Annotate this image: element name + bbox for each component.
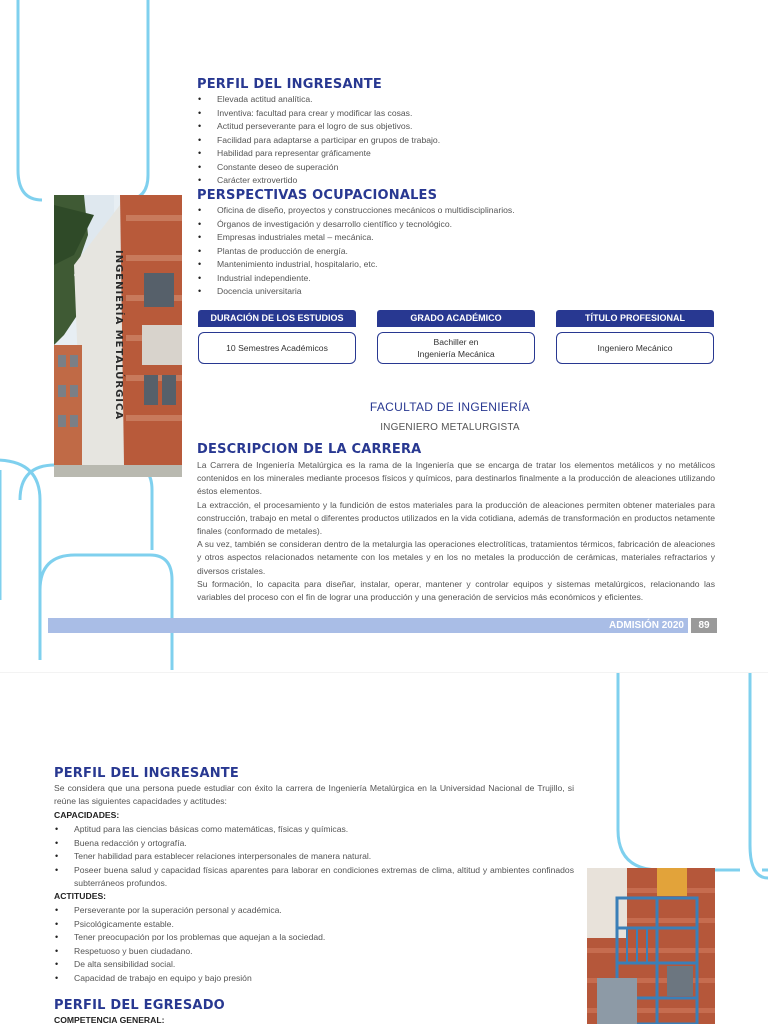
page-number: 89 — [691, 618, 717, 633]
equipment-photo — [587, 868, 715, 1024]
faculty-title: FACULTAD DE INGENIERÍA — [369, 400, 531, 414]
footer-label: ADMISIÓN 2020 — [608, 620, 684, 631]
competencia-heading: COMPETENCIA GENERAL: — [54, 1015, 165, 1025]
building-sign: INGENIERÍA METALÚRGICA — [113, 249, 124, 421]
descripcion-heading: DESCRIPCION DE LA CARRERA — [197, 442, 422, 457]
descripcion-body — [197, 459, 715, 604]
list-item: • Respetuoso y buen ciudadano. — [54, 945, 325, 959]
perfil-ingresante-heading-2: PERFIL DEL INGRESANTE — [54, 766, 239, 781]
perspectivas-list — [197, 204, 515, 299]
descripcion-paragraph: A su vez, también se consideran dentro de la metalurgia las operaciones electrolíticas, tratamientos térmicos, fabricación de aleaciones y otros aspectos relacionados netamente con los metales y en los no metales la producción de cerámicas, materiales refractarios y diversos cristales. — [197, 539, 715, 576]
descripcion-paragraph: La extracción, el procesamiento y la fundición de estos materiales para la producción de aleaciones permiten obtener materiales para construcción, trabajo en metal o diferentes productos utilizados en la vida cotidiana, además de transformación en productos netamente finales (conformado de metales). — [197, 499, 715, 537]
list-item: • Plantas de producción de energía. — [197, 245, 515, 259]
perfil-intro: Se considera que una persona puede estudiar con éxito la carrera de Ingeniería Metalúrgica en la Universidad Nacional de Trujillo, si reúne las siguientes capacidades y actitudes: — [54, 783, 574, 807]
list-item: • Mantenimiento industrial, hospitalario, etc. — [197, 258, 515, 272]
list-item: • Habilidad para representar gráficamente — [197, 147, 440, 161]
list-item: • Buena redacción y ortografía. — [54, 837, 574, 851]
list-item: • Facilidad para adaptarse a participar en grupos de trabajo. — [197, 134, 440, 148]
capacidades-list — [54, 823, 574, 891]
list-item: • Industrial independiente. — [197, 272, 515, 286]
career-title: INGENIERO METALURGISTA — [380, 422, 520, 433]
list-item: • Inventiva: facultad para crear y modificar las cosas. — [197, 107, 440, 121]
list-item: • Psicológicamente estable. — [54, 918, 325, 932]
list-item: • Aptitud para las ciencias básicas como matemáticas, físicas y químicas. — [54, 823, 574, 837]
duracion-header: DURACIÓN DE LOS ESTUDIOS — [198, 310, 356, 327]
perspectivas-heading: PERSPECTIVAS OCUPACIONALES — [197, 188, 438, 203]
grado-value: Bachiller en Ingeniería Mecánica — [377, 332, 535, 364]
descripcion-paragraph: La Carrera de Ingeniería Metalúrgica es la rama de la Ingeniería que se encarga de tratar los elementos metálicos y no metálicos contenidos en los minerales mediante procesos físicos y químicos, para destinarlos finalmente a la producción de aleaciones utilizando éstos elementos. — [197, 460, 715, 497]
list-item: • Tener habilidad para establecer relaciones interpersonales de manera natural. — [54, 850, 574, 864]
list-item: • Constante deseo de superación — [197, 161, 440, 175]
list-item: • Oficina de diseño, proyectos y construcciones mecánicos o multidisciplinarios. — [197, 204, 515, 218]
list-item: • De alta sensibilidad social. — [54, 958, 325, 972]
building-photo — [54, 195, 182, 477]
page-divider — [0, 672, 768, 673]
list-item: • Docencia universitaria — [197, 285, 515, 299]
perfil-ingresante-heading: PERFIL DEL INGRESANTE — [197, 77, 382, 92]
list-item: • Capacidad de trabajo en equipo y bajo presión — [54, 972, 325, 986]
perfil-egresado-heading: PERFIL DEL EGRESADO — [54, 998, 225, 1013]
capacidades-heading: CAPACIDADES: — [54, 810, 120, 820]
list-item: • Elevada actitud analítica. — [197, 93, 440, 107]
list-item: • Carácter extrovertido — [197, 174, 440, 188]
actitudes-heading: ACTITUDES: — [54, 891, 107, 901]
descripcion-paragraph: Su formación, lo capacita para diseñar, instalar, operar, mantener y controlar equipos y sistemas metalúrgicos, relacionando las variables del proceso con el fin de lograr una producción y una generación de servicios más económicos y eficientes. — [197, 578, 715, 603]
perfil-ingresante-list — [197, 93, 440, 188]
list-item: • Poseer buena salud y capacidad físicas aparentes para laborar en condiciones extremas de clima, altitud y ambientes confinados subterráneos profundos. — [54, 864, 574, 891]
grado-header: GRADO ACADÉMICO — [377, 310, 535, 327]
list-item: • Actitud perseverante para el logro de sus objetivos. — [197, 120, 440, 134]
actitudes-list — [54, 904, 325, 985]
list-item: • Empresas industriales metal – mecánica. — [197, 231, 515, 245]
duracion-value: 10 Semestres Académicos — [198, 332, 356, 364]
list-item: • Tener preocupación por los problemas que aquejan a la sociedad. — [54, 931, 325, 945]
list-item: • Órganos de investigación y desarrollo científico y tecnológico. — [197, 218, 515, 232]
list-item: • Perseverante por la superación personal y académica. — [54, 904, 325, 918]
titulo-header: TÍTULO PROFESIONAL — [556, 310, 714, 327]
titulo-value: Ingeniero Mecánico — [556, 332, 714, 364]
